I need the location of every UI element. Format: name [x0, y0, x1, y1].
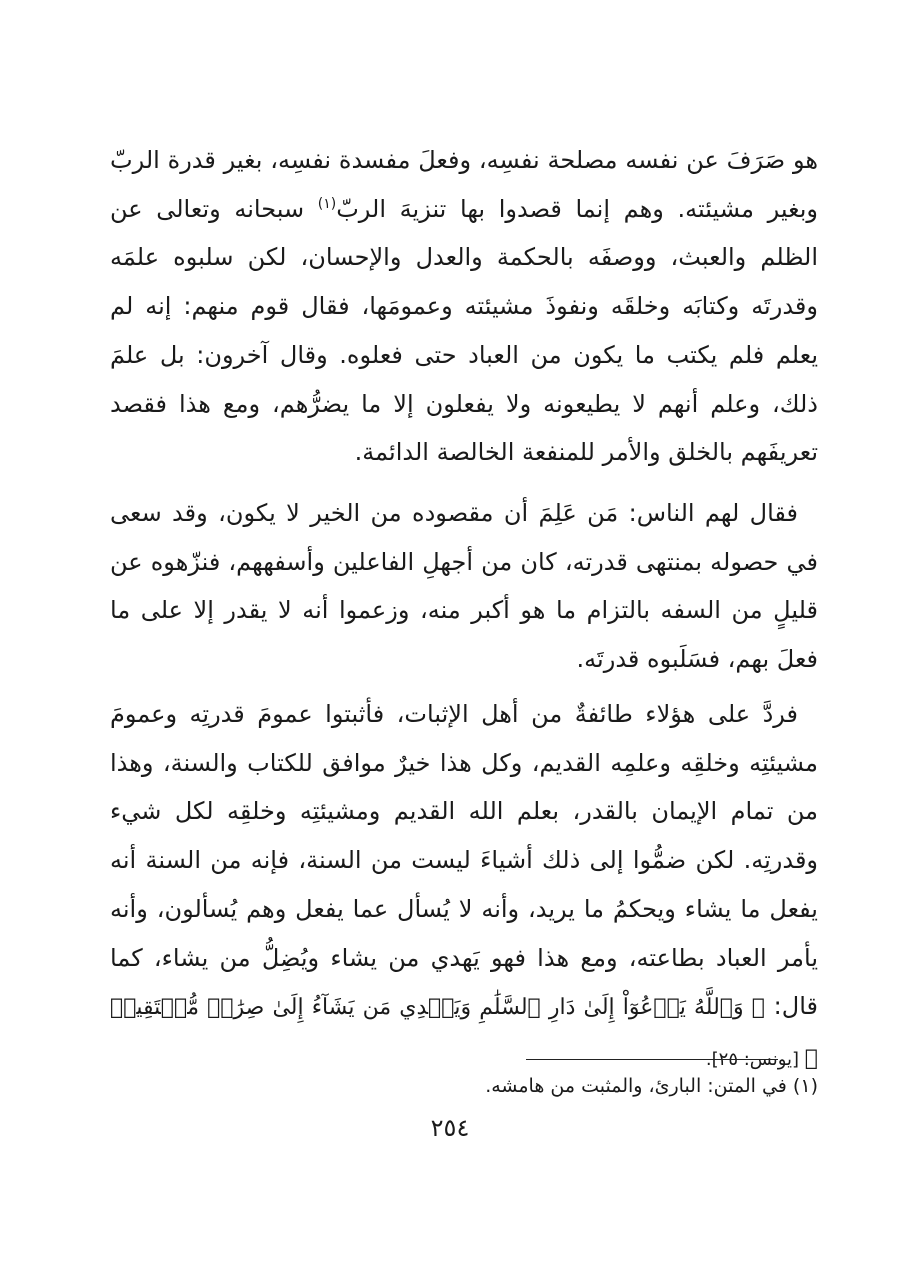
quran-verse: ﴿ وَٱللَّهُ يَدۡعُوٓاْ إِلَىٰ دَارِ ٱلسَّلَٰمِ وَيَهۡدِي مَن يَشَآءُ إِلَىٰ صِرَٰطٖ مُّسۡتَقِيمٖ ﴾ [110, 995, 818, 1071]
page-number: ٢٥٤ [430, 1114, 470, 1142]
footnote-marker[interactable]: (١) [317, 195, 337, 212]
footnote: (١) في المتن: البارئ، والمثبت من هامشه. [485, 1075, 818, 1097]
paragraph-2-text: فقال لهم الناس: مَن عَلِمَ أن مقصوده من الخير لا يكون، وقد سعى في حصوله بمنتهى قدرته، كان من أجهلِ الفاعلين وأسفههم، فنزّهوه عن قليلٍ من السفه بالتزام ما هو أكبر منه، وزعموا أنه لا يقدر إلا على ما فعلَ بهم، فسَلَبوه قدرتَه. [110, 499, 818, 674]
paragraph-1 [110, 136, 818, 477]
paragraph-2 [110, 489, 818, 684]
paragraph-3-text: فردَّ على هؤلاء طائفةٌ من أهل الإثبات، فأثبتوا عمومَ قدرتِه وعمومَ مشيئتِه وخلقِه وعلمِه القديم، وكل هذا خيرٌ موافق للكتاب والسنة، وهذا من تمام الإيمان بالقدر، بعلم الله القديم ومشيئتِه وخلقِه لكل شيء وقدرتِه. لكن ضمُّوا إلى ذلك أشياءَ ليست من السنة، فإنه من السنة أنه يفعل ما يشاء ويحكمُ ما يريد، وأنه لا يُسأل عما يفعل وهم يُسألون، وأنه يأمر العباد بطاعته، ومع هذا فهو يَهدي من يشاء ويُضِلُّ من يشاء، كما قال: [110, 700, 818, 1021]
paragraph-3 [110, 690, 818, 1085]
footnote-divider [526, 1059, 778, 1060]
paragraph-1-text-end: سبحانه وتعالى عن الظلم والعبث، ووصفَه بالحكمة والعدل والإحسان، لكن سلبوه علمَه وقدرتَه وكتابَه وخلقَه ونفوذَ مشيئته وعمومَها، فقال قوم منهم: إنه لم يعلم فلم يكتب ما يكون من العباد حتى فعلوه. وقال آخرون: بل علمَ ذلك، وعلم أنهم لا يطيعونه ولا يفعلون إلا ما يضرُّهم، ومع هذا فقصد تعريفَهم بالخلق والأمر للمنفعة الخالصة الدائمة. [110, 194, 818, 467]
paragraph-1-text-start: هو صَرَفَ عن نفسه مصلحة نفسِه، وفعلَ مفسدة نفسِه، بغير قدرة الربّ وبغير مشيئته. وهم إنما قصدوا بها تنزيهَ الربّ [110, 146, 819, 223]
verse-reference: [يونس: ٢٥]. [705, 1048, 805, 1070]
